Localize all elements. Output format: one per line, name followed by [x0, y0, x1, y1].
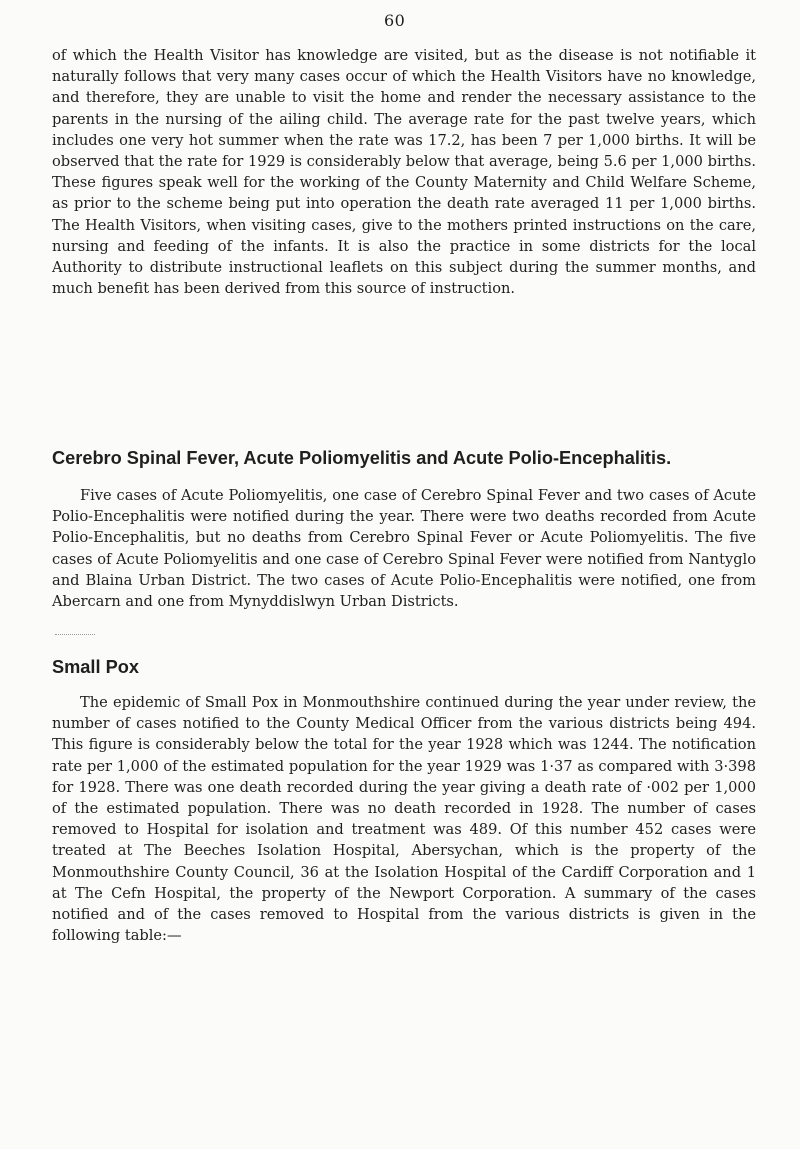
print-blemish: [55, 634, 95, 641]
section-heading-small-pox: Small Pox: [52, 657, 139, 677]
paragraph-cerebro-spinal: Five cases of Acute Poliomyelitis, one case of Cerebro Spinal Fever and two cases of Acute Polio-Encephalitis were notified during the year. There were two deaths recorded from Acute Polio-Encephalitis, but no deaths from Cerebro Spinal Fever or Acute Poliomyelitis. The five cases of Acute Poliomyelitis and one case of Cerebro Spinal Fever were notified from Nantyglo and Blaina Urban District. The two cases of Acute Polio-Encephalitis were notified, one from Abercarn and one from Mynyddislwyn Urban Districts.: [52, 487, 756, 611]
page-number: 60: [384, 11, 406, 30]
paragraph-small-pox: The epidemic of Small Pox in Monmouthshire continued during the year under review, the number of cases notified to the County Medical Officer from the various districts being 494. This figure is considerably below the total for the year 1928 which was 1244. The notification rate per 1,000 of the estimated population for the year 1929 was 1·37 as compared with 3·398 for 1928. There was one death recorded during the year giving a death rate of ·002 per 1,000 of the estimated population. There was no death recorded in 1928. The number of cases removed to Hospital for isolation and treatment was 489. Of this number 452 cases were treated at The Beeches Isolation Hospital, Abersychan, which is the property of the Monmouthshire County Council, 36 at the Isolation Hospital of the Cardiff Corporation and 1 at The Cefn Hospital, the property of the Newport Corporation. A summary of the cases notified and of the cases removed to Hospital from the various districts is given in the following table:—: [52, 694, 756, 945]
section-heading-cerebro-spinal: Cerebro Spinal Fever, Acute Poliomyelitis and Acute Polio-Encephalitis.: [52, 448, 672, 468]
paragraph-infant-mortality: of which the Health Visitor has knowledge are visited, but as the disease is not notifiable it naturally follows that very many cases occur of which the Health Visitors have no knowledge, and therefore, they are unable to visit the home and render the necessary assistance to the parents in the nursing of the ailing child. The average rate for the past twelve years, which includes one very hot summer when the rate was 17.2, has been 7 per 1,000 births. It will be observed that the rate for 1929 is considerably below that average, being 5.6 per 1,000 births. These figures speak well for the working of the County Maternity and Child Welfare Scheme, as prior to the scheme being put into operation the death rate averaged 11 per 1,000 births. The Health Visitors, when visiting cases, give to the mothers printed instructions on the care, nursing and feeding of the infants. It is also the practice in some districts for the local Authority to distribute instructional leaflets on this subject during the summer months, and much benefit has been derived from this source of instruction.: [52, 47, 756, 298]
